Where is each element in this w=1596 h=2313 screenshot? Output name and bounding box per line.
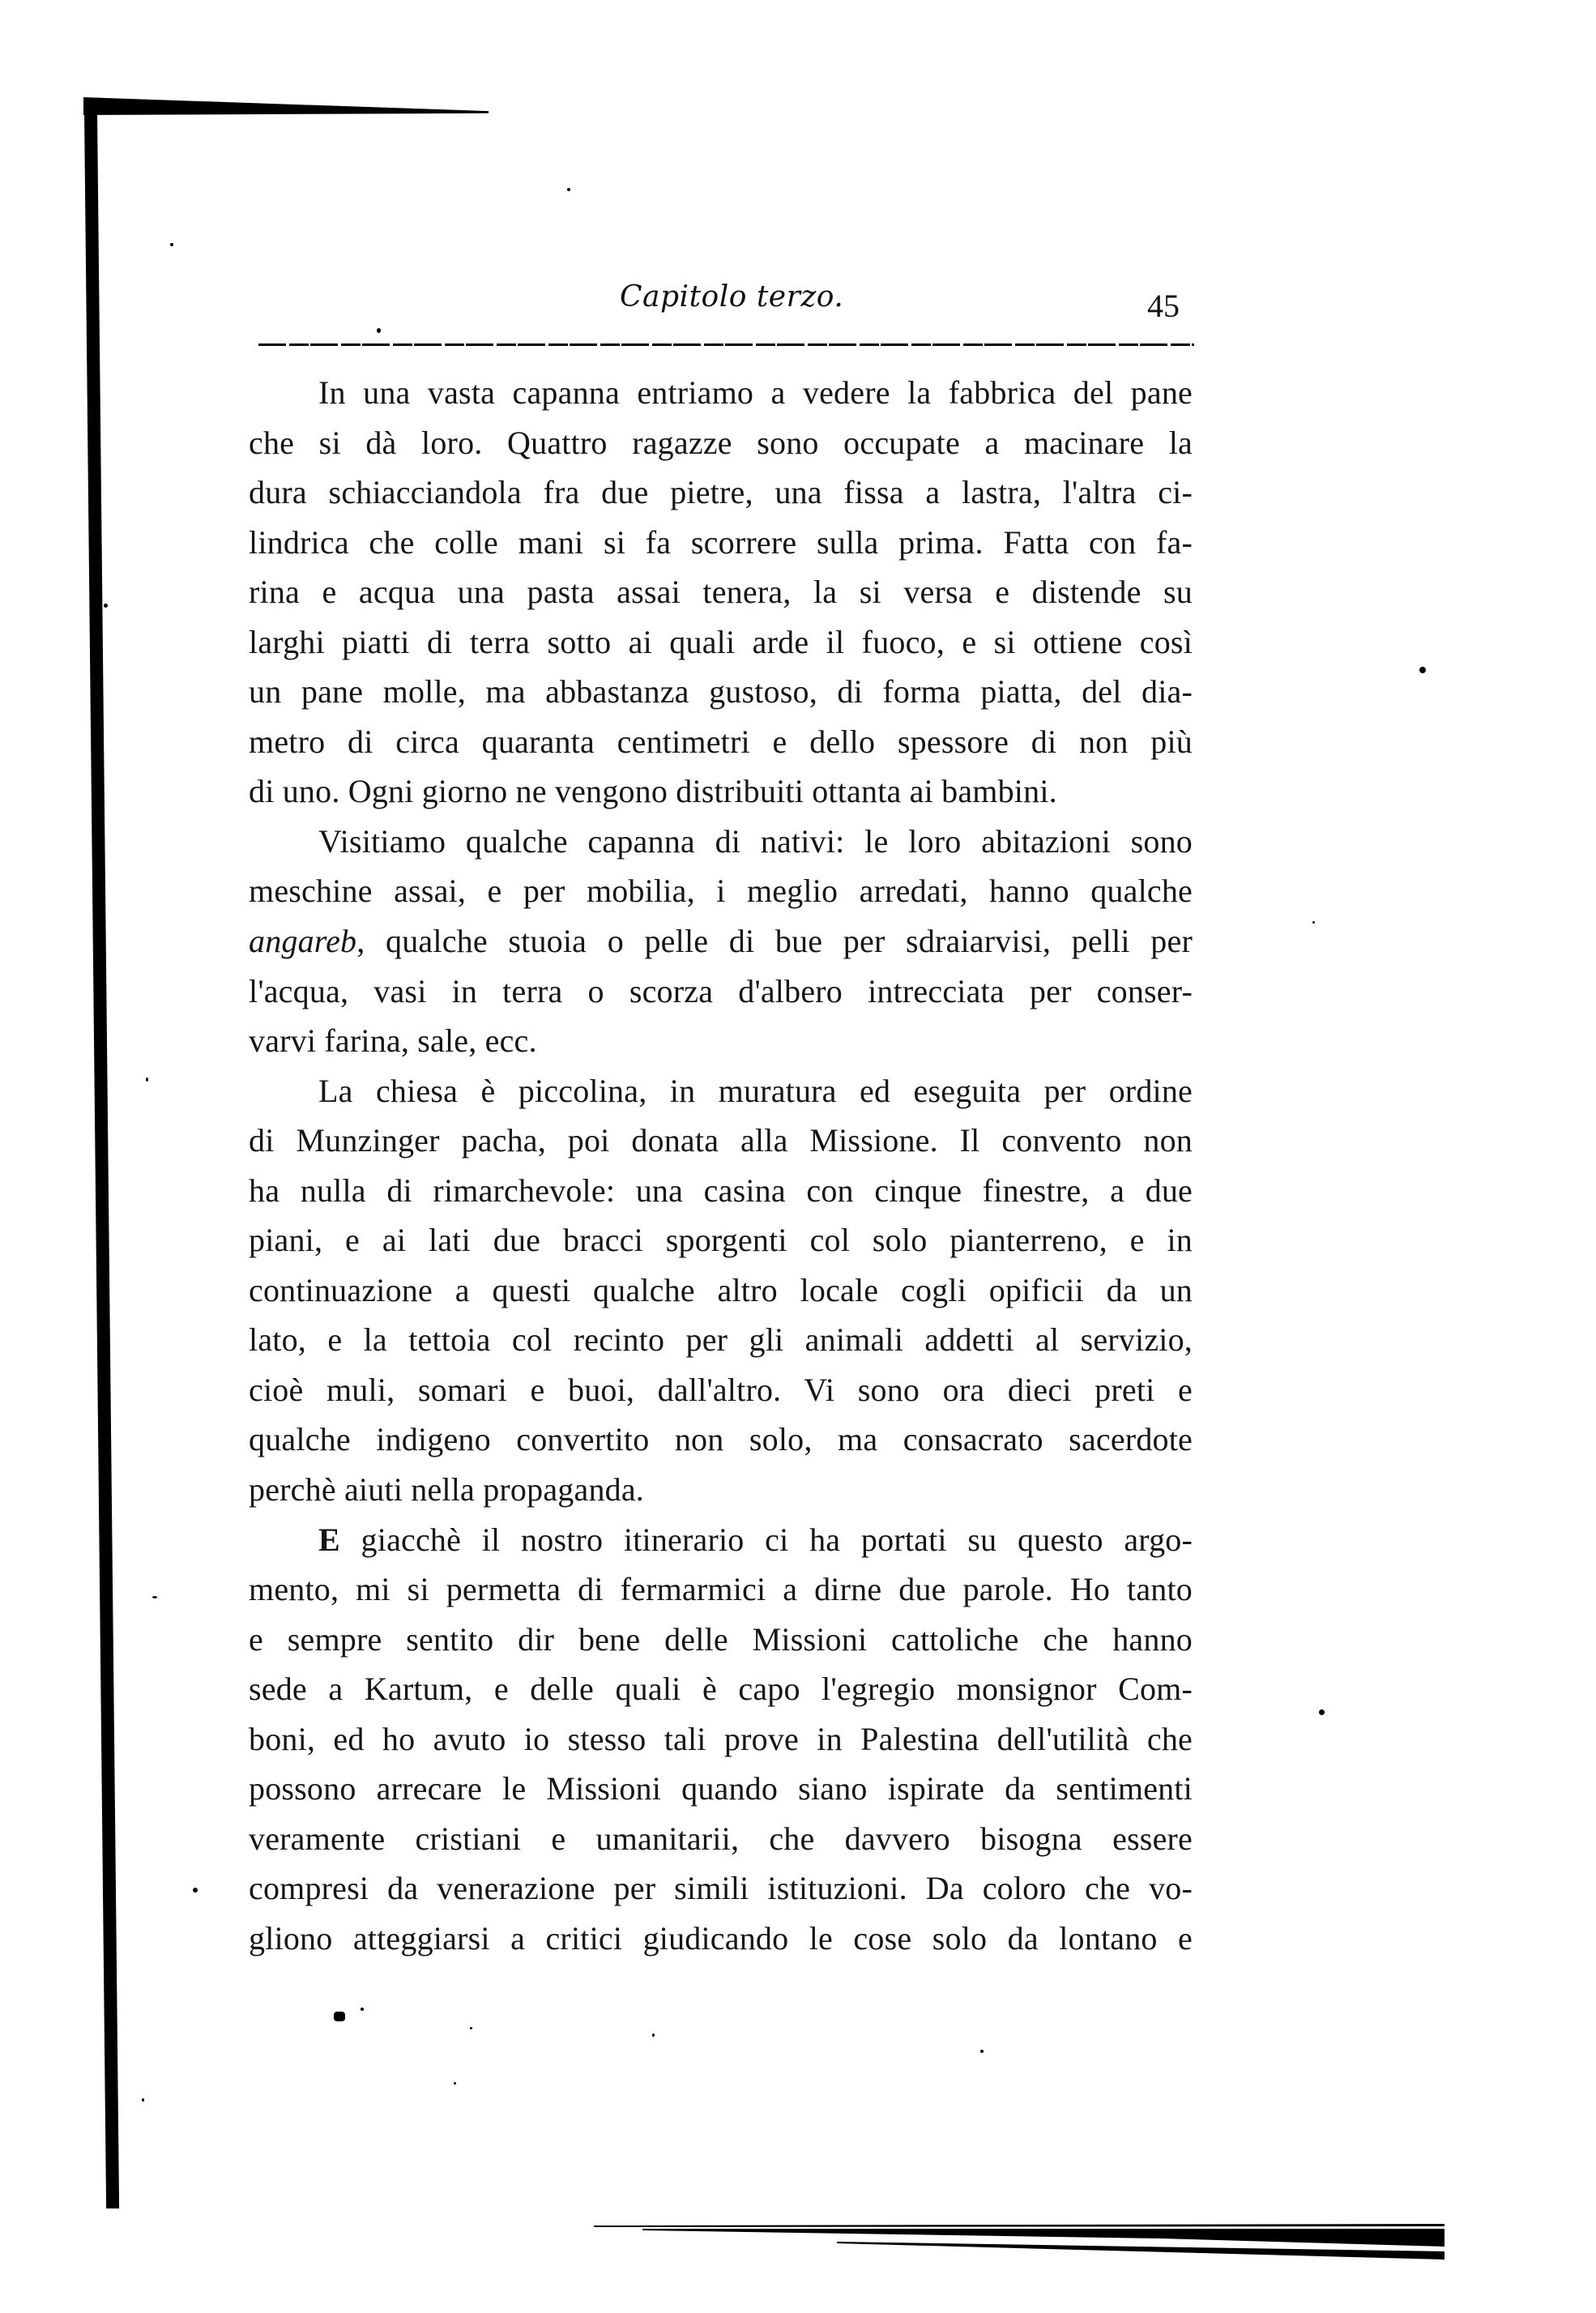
header-rule [258,344,1194,346]
text-line [249,967,1193,1017]
text-line [249,418,1193,468]
text-line [249,717,1193,767]
chapter-title: Capitolo terzo. [620,280,844,314]
text-line-content: lindrica che colle mani si fa scorrere sulla prima. Fatta con fa- [249,523,1193,561]
text-line [249,1215,1193,1265]
text-line-content: gliono atteggiarsi a critici giudicando le cose solo da lontano e [249,1919,1193,1957]
text-line [249,1863,1193,1914]
text-line-content: l'acqua, vasi in terra o scorza d'albero intrecciata per conser- [249,972,1193,1009]
speck [152,1596,157,1598]
text-line [249,1515,1193,1565]
page-number: 45 [1147,288,1180,324]
text-line-content: La chiesa è piccolina, in muratura ed eseguita per ordine [318,1072,1193,1109]
text-line [249,1615,1193,1665]
text-line [249,1415,1193,1465]
text-line-content: di uno. Ogni giorno ne vengono distribuiti ottanta ai bambini. [249,773,1057,810]
speck [146,1078,148,1082]
text-line-content: che si dà loro. Quattro ragazze sono occupate a macinare la [249,424,1193,461]
text-line [249,567,1193,617]
text-line [249,667,1193,717]
text-line-content: sede a Kartum, e delle quali è capo l'egregio monsignor Com- [249,1671,1193,1708]
paragraph [249,368,1193,817]
text-line-content: un pane molle, ma abbastanza gustoso, di forma piatta, del dia- [249,673,1193,711]
speck [104,604,108,608]
bottom-rule [594,2224,1445,2260]
paragraph [249,817,1193,1066]
text-line [249,817,1193,867]
speck [334,2012,345,2021]
text-line [249,766,1193,817]
paragraph [249,1515,1193,1964]
speck [1312,921,1315,924]
speck [980,2050,984,2053]
text-line [249,518,1193,568]
speck [454,2082,456,2085]
text-line [249,1814,1193,1864]
body-text [249,368,1193,1964]
text-line-content: compresi da venerazione per simili istituzioni. Da coloro che vo- [249,1870,1193,1907]
text-line [249,1664,1193,1714]
text-line-content: boni, ed ho avuto io stesso tali prove in Palestina dell'utilità che [249,1720,1193,1757]
speck [377,328,381,333]
initial-letter: E [318,1521,340,1558]
text-line-content: angareb, qualche stuoia o pelle di bue per sdraiarvisi, pelli per [249,923,1193,960]
text-line [249,1914,1193,1964]
text-line [249,467,1193,518]
text-line-content: possono arrecare le Missioni quando siano ispirate da sentimenti [249,1770,1193,1807]
text-line-content: perchè aiuti nella propaganda. [249,1471,644,1509]
text-line [249,1016,1193,1066]
text-line-content: larghi piatti di terra sotto ai quali arde il fuoco, e si ottiene così [249,623,1193,660]
running-head [258,275,1194,324]
text-line [249,1116,1193,1166]
scan-border-left [84,112,119,2208]
speck [1419,667,1426,673]
text-line-content: piani, e ai lati due bracci sporgenti col solo pianterreno, e in [249,1222,1193,1259]
text-line-content: mento, mi si permetta di fermarmici a dirne due parole. Ho tanto [249,1571,1193,1608]
text-line [249,1764,1193,1814]
text-line [249,1714,1193,1765]
speck [470,2027,472,2029]
text-line [249,1265,1193,1316]
text-line-content: Visitiamo qualche capanna di nativi: le loro abitazioni sono [318,822,1193,860]
text-line [249,1315,1193,1365]
text-line [249,866,1193,916]
text-line [249,1166,1193,1216]
text-line-content: e sempre sentito dir bene delle Missioni cattoliche che hanno [249,1620,1193,1658]
text-line-content: qualche indigeno convertito non solo, ma consacrato sacerdote [249,1421,1193,1458]
paragraph [249,1066,1193,1515]
text-line-content: In una vasta capanna entriamo a vedere la fabbrica del pane [318,374,1193,411]
text-line [249,1465,1193,1515]
text-line-content: meschine assai, e per mobilia, i meglio arredati, hanno qualche [249,873,1193,910]
text-line-content: E giacchè il nostro itinerario ci ha portati su questo argo- [318,1521,1193,1558]
speck [142,2098,144,2102]
text-line-content: ha nulla di rimarchevole: una casina con cinque finestre, a due [249,1171,1193,1209]
speck [567,188,570,191]
speck [361,2008,364,2011]
italic-term: angareb [249,923,357,960]
text-line [249,1365,1193,1415]
speck [1319,1709,1325,1715]
text-line-content: di Munzinger pacha, poi donata alla Missione. Il convento non [249,1122,1193,1159]
speck [170,243,173,246]
speck [193,1888,198,1893]
text-line-content: veramente cristiani e umanitarii, che davvero bisogna essere [249,1820,1193,1857]
text-line [249,617,1193,668]
text-line [249,1564,1193,1615]
text-line-content: metro di circa quaranta centimetri e dello spessore di non più [249,723,1193,760]
text-line-content: dura schiacciandola fra due pietre, una fissa a lastra, l'altra ci- [249,474,1193,511]
text-line [249,916,1193,967]
text-line-content: varvi farina, sale, ecc. [249,1022,537,1060]
text-line-content: lato, e la tettoia col recinto per gli animali addetti al servizio, [249,1321,1193,1359]
text-line-content: continuazione a questi qualche altro locale cogli opificii da un [249,1271,1193,1308]
text-line [249,1066,1193,1116]
text-line [249,368,1193,418]
scan-border-top [83,97,489,115]
speck [652,2033,655,2037]
text-line-content: rina e acqua una pasta assai tenera, la si versa e distende su [249,574,1193,611]
text-line-content: cioè muli, somari e buoi, dall'altro. Vi sono ora dieci preti e [249,1371,1193,1408]
